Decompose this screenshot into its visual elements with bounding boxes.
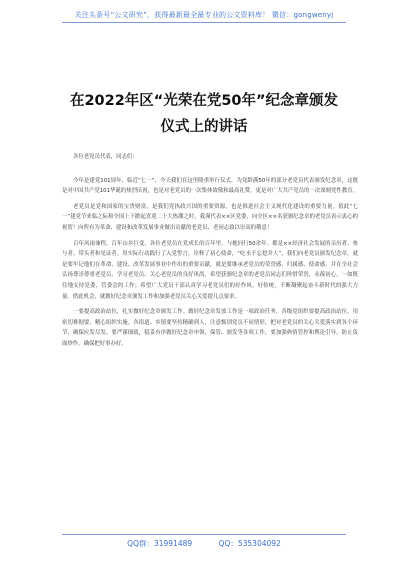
title-line-2: 仪式上的讲话 <box>160 119 248 135</box>
footer-qq-group: QQ群：31991489 <box>127 539 193 548</box>
footer <box>0 538 408 549</box>
footer-divider <box>62 534 346 535</box>
header-banner: 关注头条号“公文研究”，获得最新最全最专业的公文资料库！ 微信：gongwenyj <box>74 11 334 19</box>
paragraph: 老党员是党和国家的宝贵财富，是我们党执政兴国的重要资源，也是推进社会主义现代化建设的重要力量。值此“七一”建党节来临之际和全国上下掀起喜迎二十大热潮之时，我谨代表××区党委，向全区××名获颁纪念章的老党员表示衷心的祝贺！向所有为革命、建设和改革发展事业做出贡献的老党员、老同志致以崇高的敬意！ <box>62 203 358 231</box>
paragraph: 今年是建党101周年，临近“七一”，今天我们在这里隆重举行仪式，为党龄满50年的部分老党员代表颁发纪念章，这既是对中国共产党101华诞的热烈庆祝，也是对老党员的一次集体致敬和最高礼赞，更是对广大共产党员的一次深刻党性教育。 <box>62 177 358 195</box>
title-line-1: 在2022年区“光荣在党50年”纪念章颁发 <box>69 93 339 109</box>
document-title <box>40 88 368 140</box>
paragraph: 一要提高政治站位，扎实做好纪念章颁发工作。做好纪念章发放工作是一项政治任务，各级党组织要提高政治站位，用密切排据要，精心组织实施。各街道、乡镇要坚持精确到人，注意甄别党员不同情形，把对老党员的关心关爱落实到各个环节，确保应发尽发、要严谨细致，稳妥有序做好纪念章申领、保管、颁发等各项工作，要加强典情管控和舆论引导，防止负面炒作，确保把好事办好。 <box>62 309 358 347</box>
document-body <box>62 152 358 355</box>
paragraph: 百年风雨兼程，百年山乡巨变。各位老党员在党成长的百年里，与她同行50余年。都是××经济社会发展的亲历者、参与者、带头者和见证者。用实际行动践行了入党誓言，诠释了初心使命，“吃水不忘挖井人”，我们向老党员颁发纪念章，就是要牢记他们在革命、建设、改革发展事业中作出的重要贡献，就是要继承老党员的荣誉感、归属感、使命感，并在全社会弘扬尊崇尊重老党员、学习老党员、关心老党员的良好风尚，希望获颁纪念章的老党员同志们珍惜荣誉，永葆初心，一如既往地支持党委、管委会的工作；希望广大党员干部认真学习老党员们的好作风、好传统，不断凝聚起奋斗新时代的强大力量。借此机会，就做好纪念章颁发工作和加强老党员关心关爱提几点要求。 <box>62 240 358 300</box>
footer-qq: QQ：535304092 <box>218 539 281 548</box>
header-divider <box>62 22 346 23</box>
salutation: 各位老党员代表，同志们： <box>73 154 138 160</box>
